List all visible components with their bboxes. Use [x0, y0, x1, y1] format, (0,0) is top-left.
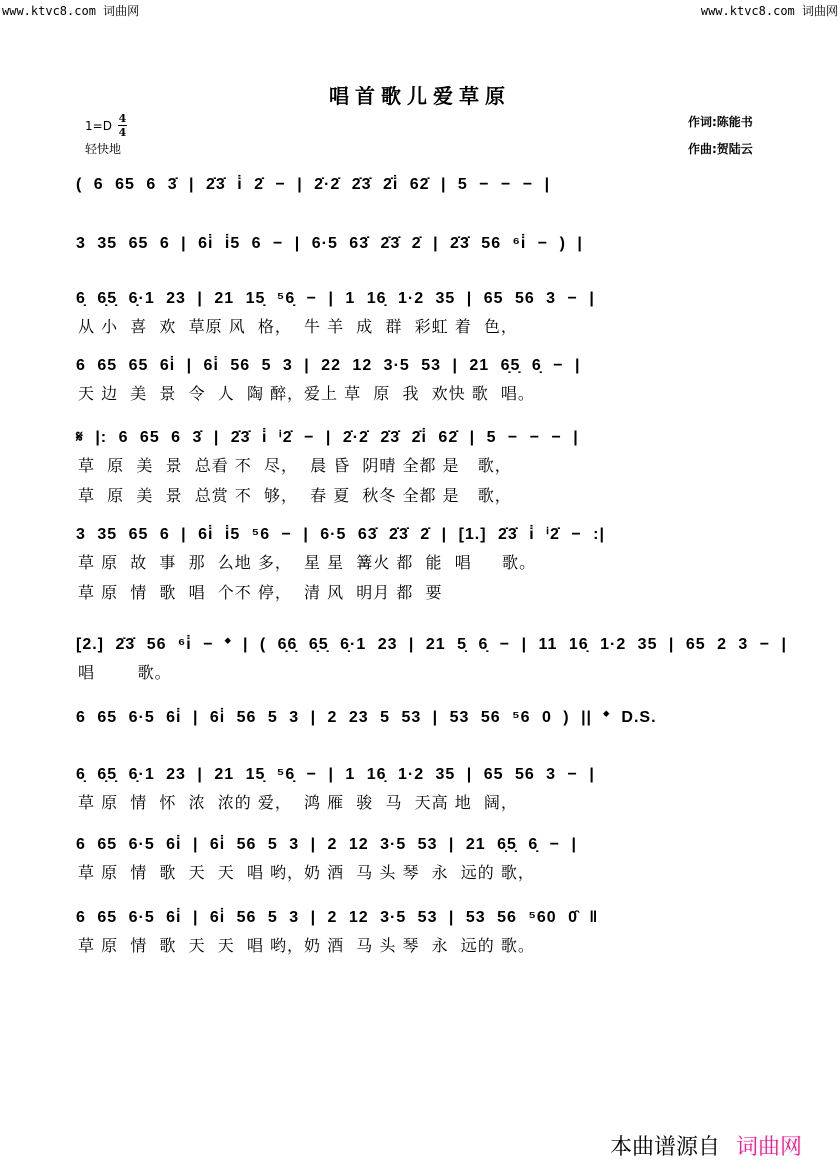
lyric-line: 草 原 故 事 那 么地 多， 星 星 篝火 都 能 唱 歌。 — [78, 553, 537, 572]
key-label: 1=D — [85, 118, 112, 133]
notation-line: 6 65 6·5 6i̇ | 6i̇ 56 5 3 | 2 12 3·5 53 | 21 6̣5̣ 6̣ − | — [76, 836, 577, 853]
notation-line: 6̣ 6̣5̣ 6̣·1 23 | 21 15̣ ⁵6̣ − | 1 16̣ 1·2 35 | 65 56 3 − | — [76, 766, 595, 783]
time-signature: $\frac{4}{4}$ — [118, 112, 127, 139]
key-signature — [85, 113, 127, 138]
footer-label: 本曲谱源自 — [610, 1135, 721, 1160]
lyric-line: 从 小 喜 欢 草原 风 格， 牛 羊 成 群 彩虹 着 色， — [78, 317, 518, 336]
lyric-line: 天 边 美 景 令 人 陶 醉，爱上 草 原 我 欢快 歌 唱。 — [78, 384, 535, 403]
watermark-right: www.ktvc8.com 词曲网 — [700, 4, 838, 18]
notation-line: 6 65 65 6i̇ | 6i̇ 56 5 3 | 22 12 3·5 53 | 21 6̣5̣ 6̣ − | — [76, 357, 581, 374]
composer-credit: 作曲:贺陆云 — [688, 142, 753, 156]
notation-line: 3 35 65 6 | 6i̇ i̇5 6 − | 6·5 63̇ 2̇3̇ 2̇ | 2̇3̇ 56 ⁶i̇ − ) | — [76, 235, 583, 252]
notation-line: 𝄋 |: 6 65 6 3̇ | 2̇3̇ i̇ ⁱ2̇ − | 2̇·2̇ 2̇3̇ 2̇i̇ 62̇ | 5 − − − | — [76, 429, 579, 446]
lyricist-credit: 作词:陈能书 — [688, 115, 753, 129]
song-title: 唱首歌儿爱草原 — [329, 84, 511, 108]
notation-line: 6̣ 6̣5̣ 6̣·1 23 | 21 15̣ ⁵6̣ − | 1 16̣ 1·2 35 | 65 56 3 − | — [76, 290, 595, 307]
lyric-line: 草 原 美 景 总看 不 尽， 晨 昏 阴晴 全都 是 歌， — [78, 456, 512, 475]
lyric-line: 草 原 情 歌 天 天 唱 哟，奶 酒 马 头 琴 永 远的 歌。 — [78, 936, 535, 955]
notation-line: [2.] 2̇3̇ 56 ⁶i̇ − 𝄌 | ( 6̣6̣ 6̣5̣ 6̣·1 23 | 21 5̣ 6̣ − | 11 16̣ 1·2 35 | 65 2 3 − | — [76, 636, 788, 653]
lyric-line: 唱 歌。 — [78, 663, 172, 682]
lyric-line: 草 原 情 歌 唱 个不 停， 清 风 明月 都 要 — [78, 583, 443, 602]
footer-source — [610, 1130, 802, 1161]
notation-line: ( 6 65 6 3̇ | 2̇3̇ i̇ 2̇ − | 2̇·2̇ 2̇3̇ 2̇i̇ 62̇ | 5 − − − | — [76, 176, 551, 193]
watermark-left: www.ktvc8.com 词曲网 — [2, 4, 140, 18]
lyric-line: 草 原 情 歌 天 天 唱 哟，奶 酒 马 头 琴 永 远的 歌， — [78, 863, 535, 882]
lyric-line: 草 原 情 怀 浓 浓的 爱， 鸿 雁 骏 马 天高 地 阔， — [78, 793, 518, 812]
notation-line: 6 65 6·5 6i̇ | 6i̇ 56 5 3 | 2 12 3·5 53 | 53 56 ⁵60 0̑ ‖ — [76, 909, 599, 926]
notation-line: 3 35 65 6 | 6i̇ i̇5 ⁵6 − | 6·5 63̇ 2̇3̇ 2̇ | [1.] 2̇3̇ i̇ ⁱ2̇ − :| — [76, 526, 605, 543]
tempo-marking: 轻快地 — [85, 142, 122, 156]
notation-line: 6 65 6·5 6i̇ | 6i̇ 56 5 3 | 2 23 5 53 | 53 56 ⁵6 0 ) || 𝄌 D.S. — [76, 709, 657, 726]
lyric-line: 草 原 美 景 总赏 不 够， 春 夏 秋冬 全都 是 歌， — [78, 486, 512, 505]
footer-brand[interactable]: 词曲网 — [736, 1135, 803, 1160]
